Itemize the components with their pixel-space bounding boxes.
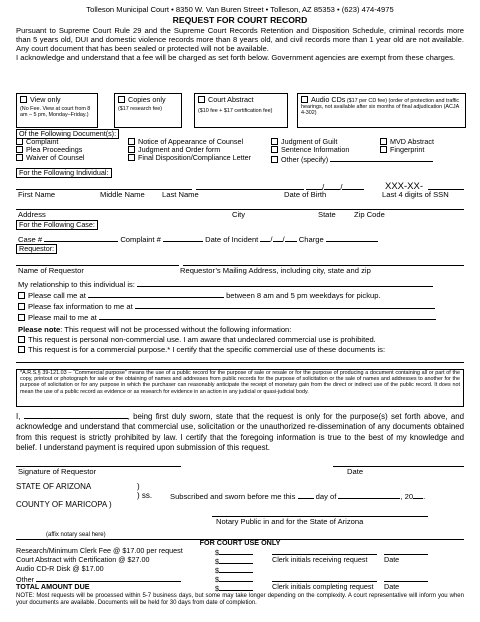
doc-option: Judgment of Guilt xyxy=(281,137,338,146)
call-label: Please call me at xyxy=(28,291,86,300)
court-use-heading: FOR COURT USE ONLY xyxy=(199,538,281,547)
relationship-row xyxy=(18,279,433,290)
charge-field[interactable] xyxy=(326,234,378,242)
note-line xyxy=(18,326,291,335)
fee-label: Court Abstract with Certification @ $27.00 xyxy=(16,555,150,564)
amount-research[interactable]: $ xyxy=(215,547,253,557)
checkbox[interactable] xyxy=(18,336,25,343)
option-label: Audio CDs xyxy=(311,95,346,104)
fee-row-audio xyxy=(16,565,104,573)
court-header: Tolleson Municipal Court • 8350 W. Van Buren Street • Tolleson, AZ 85353 • (623) 474-4975 xyxy=(86,5,394,14)
charge-label: Charge xyxy=(298,235,324,244)
checkbox[interactable] xyxy=(271,138,278,145)
year-label: , 20 xyxy=(400,492,414,501)
doc-option: Notice of Appearance of Counsel xyxy=(138,137,244,146)
oath-text: , being first duly sworn, state that the request is only for the purpose(s) set forth above, and acknowledge and understand that commercial use, solicitation or the unauthorized re-dissemination of any documents obtained from this request is strictly prohibited by law. I certify that the foregoing information is true to the best of my knowledge and belief. I understand payment is required upon submission of this request. xyxy=(16,412,464,453)
city-label: City xyxy=(232,210,246,219)
checkbox[interactable] xyxy=(18,292,25,299)
case-heading: For the Following Case: xyxy=(16,220,98,230)
oath-paragraph xyxy=(16,411,464,454)
fee-label: Other xyxy=(16,575,34,584)
fax-field[interactable] xyxy=(135,301,435,309)
complaint-number-label: Complaint # xyxy=(120,235,161,244)
checkbox[interactable] xyxy=(128,146,135,153)
page-title: REQUEST FOR COURT RECORD xyxy=(172,15,308,25)
checkbox[interactable] xyxy=(18,346,25,353)
option-note: ($17 research fee) xyxy=(118,106,163,113)
doc-option: Other (specify) xyxy=(281,155,329,165)
checkbox[interactable] xyxy=(198,96,205,103)
checkbox[interactable] xyxy=(16,154,23,161)
complaint-number-field[interactable] xyxy=(163,234,203,242)
state-label: State xyxy=(318,210,336,219)
personal-use-row xyxy=(18,336,376,345)
amount-total[interactable]: $ xyxy=(215,583,253,593)
option-audio-cds[interactable] xyxy=(297,93,466,128)
option-note: (order of protection and traffic hearings, not available after six months of final adjudication (ACJA 4-302) xyxy=(301,98,460,117)
checkbox[interactable] xyxy=(18,314,25,321)
requestor-heading: Requestor: xyxy=(16,244,57,254)
requestor-address-label: Requestor’s Mailing Address, including city, state and zip xyxy=(180,266,371,275)
last-name-label: Last Name xyxy=(162,190,199,199)
checkbox[interactable] xyxy=(128,154,135,161)
doc-option: MVD Abstract xyxy=(390,137,434,146)
fax-row xyxy=(18,301,435,312)
phone-field[interactable] xyxy=(88,290,224,298)
zip-label: Zip Code xyxy=(354,210,385,219)
checkbox[interactable] xyxy=(380,146,387,153)
option-label: View only xyxy=(30,95,61,104)
sworn-year-field[interactable] xyxy=(413,491,423,499)
mail-field[interactable] xyxy=(99,312,436,320)
case-info-row: Case # Complaint # Date of Incident / / Charge xyxy=(18,234,378,245)
relationship-label: My relationship to this individual is: xyxy=(18,280,135,289)
state-label: STATE OF ARIZONA xyxy=(16,482,92,491)
doc-option: Complaint xyxy=(26,137,59,146)
checkbox[interactable] xyxy=(16,138,23,145)
fax-label: Please fax information to me at xyxy=(28,302,133,311)
doc-option: Fingerprint xyxy=(390,145,425,155)
case-number-label: Case # xyxy=(18,235,43,244)
paren: ) xyxy=(137,482,140,491)
option-fee: ($17 per CD fee) xyxy=(346,98,388,104)
other-specify-field[interactable] xyxy=(330,154,433,162)
sworn-month-field[interactable] xyxy=(338,491,400,499)
ssn-mask: XXX-XX- xyxy=(385,181,424,192)
fee-label: Audio CD-R Disk @ $17.00 xyxy=(16,564,104,573)
checkbox[interactable] xyxy=(18,303,25,310)
relationship-field[interactable] xyxy=(137,279,433,287)
ssn-label: Last 4 digits of SSN xyxy=(382,190,449,199)
middle-name-label: Middle Name xyxy=(100,190,145,199)
individual-heading: For the Following Individual: xyxy=(16,168,112,178)
address-label: Address xyxy=(18,210,46,219)
receiving-date-label: Date xyxy=(384,555,400,564)
call-row xyxy=(18,290,381,301)
checkbox[interactable] xyxy=(16,146,23,153)
processing-footnote: NOTE: Most requests will be processed within 5-7 business days, but some may take longer depending on the complexity. A court representative will inform you when your documents are available. Documents will be held for 30 days from date of completion. xyxy=(16,593,464,607)
mail-row xyxy=(18,312,436,323)
doc-option: Judgment and Order form xyxy=(138,145,221,155)
county-label: COUNTY OF MARICOPA ) xyxy=(16,500,112,509)
date-incident-label: Date of Incident xyxy=(205,235,259,244)
notary-seal-note: (affix notary seal here) xyxy=(46,532,106,538)
sworn-label: Subscribed and sworn before me this xyxy=(170,492,296,501)
checkbox[interactable] xyxy=(118,96,125,103)
requestor-name-label: Name of Requestor xyxy=(18,266,84,275)
dob-label: Date of Birth xyxy=(284,190,327,199)
ars-definition-box: *A.R.S.§ 39-121.03 – “Commercial purpose” means the use of a public record for the purpose of sale or resale or for the purpose of producing a document containing all or part of the copy, printout or photograph for sale or the obtaining of names and addresses from public records for the purpose of solicitation or the sale of names and addresses to another for the purpose of solicitation or for any purpose in which the purchaser can reasonably anticipate the receipt of monetary gain from the direct or indirect use of the public record. It does not mean the use of a public record as evidence or as research for evidence in an action in any judicial or quasi-judicial body. xyxy=(16,369,464,407)
option-note: ($10 fee + $17 certification fee) xyxy=(198,108,273,115)
fee-row-abstract xyxy=(16,556,150,564)
ss-label: ) ss. xyxy=(137,491,153,500)
completing-date-label: Date xyxy=(384,582,400,591)
documents-heading: Of the Following Document(s): xyxy=(16,129,119,139)
checkbox[interactable] xyxy=(128,138,135,145)
amount-other[interactable]: $ xyxy=(215,574,253,584)
checkbox[interactable] xyxy=(301,96,308,103)
option-court-abstract[interactable] xyxy=(194,93,288,128)
intro-paragraph: Pursuant to Supreme Court Rule 29 and the Supreme Court Records Retention and Disposition Schedule, criminal records more than 5 years old, DUI and domestic violence records more than 8 years old, and civil records more than 1 year old are not available. Any court document that has been sealed or protected will not be available. xyxy=(16,26,464,53)
option-note: (No Fee. View at court from 8 am – 5 pm, Monday–Friday.) xyxy=(20,106,91,119)
commercial-use-field[interactable] xyxy=(16,362,464,363)
notary-label: Notary Public in and for the State of Arizona xyxy=(216,517,364,526)
sworn-row: Subscribed and sworn before me this day of , 20 . xyxy=(170,492,426,501)
fee-row-total xyxy=(16,583,90,591)
option-copies-only[interactable] xyxy=(114,93,182,128)
oath-name-field[interactable] xyxy=(24,411,128,419)
fee-label: Research/Minimum Clerk Fee @ $17.00 per request xyxy=(16,546,183,555)
sworn-day-field[interactable] xyxy=(298,491,314,499)
note-label: Please note xyxy=(18,325,61,334)
first-name-label: First Name xyxy=(18,190,56,199)
documents-col1 xyxy=(16,138,116,163)
option-view-only[interactable] xyxy=(16,93,98,128)
documents-col2 xyxy=(128,138,268,163)
signature-label: Signature of Requestor xyxy=(18,467,97,476)
checkbox[interactable] xyxy=(20,96,27,103)
mail-label: Please mail to me at xyxy=(28,313,97,322)
documents-col4 xyxy=(380,138,470,154)
note-text: : This request will not be processed without the following information: xyxy=(60,325,292,334)
case-number-field[interactable] xyxy=(44,234,118,242)
amount-abstract[interactable]: $ xyxy=(215,556,253,566)
day-label: day of xyxy=(315,492,337,501)
other-fee-description[interactable] xyxy=(36,574,181,582)
checkbox[interactable] xyxy=(380,138,387,145)
fee-row-research xyxy=(16,547,183,555)
doc-option: Final Disposition/Compliance Letter xyxy=(138,153,252,163)
option-label: Court Abstract xyxy=(208,95,254,104)
oath-i: I, xyxy=(16,412,21,421)
option-label: Copies only xyxy=(128,95,166,104)
doc-option: Waiver of Counsel xyxy=(26,153,85,163)
commercial-use-label: This request is for a commercial purpose.* I certify that the specific commercial use of these documents is: xyxy=(28,345,386,354)
call-suffix: between 8 am and 5 pm weekdays for pickup. xyxy=(226,291,381,300)
fee-label: TOTAL AMOUNT DUE xyxy=(16,582,90,591)
doc-option: Sentence Information xyxy=(281,145,350,155)
doc-option: Plea Proceedings xyxy=(26,145,83,155)
checkbox[interactable] xyxy=(271,146,278,153)
date-incident-field[interactable] xyxy=(285,234,297,242)
fee-acknowledgment: I acknowledge and understand that a fee will be charged as set forth below. Government agencies are exempt from these charges. xyxy=(16,53,456,62)
dob-field[interactable]: / / xyxy=(306,182,364,192)
signature-date-label: Date xyxy=(347,467,364,476)
clerk-completing-label: Clerk initials completing request xyxy=(272,582,374,591)
checkbox[interactable] xyxy=(271,156,278,163)
commercial-use-row xyxy=(18,346,385,355)
clerk-receiving-label: Clerk initials receiving request xyxy=(272,555,368,564)
personal-use-label: This request is personal non-commercial use. I am aware that undeclared commercial use is prohibited. xyxy=(28,335,376,344)
amount-audio[interactable]: $ xyxy=(215,565,253,575)
